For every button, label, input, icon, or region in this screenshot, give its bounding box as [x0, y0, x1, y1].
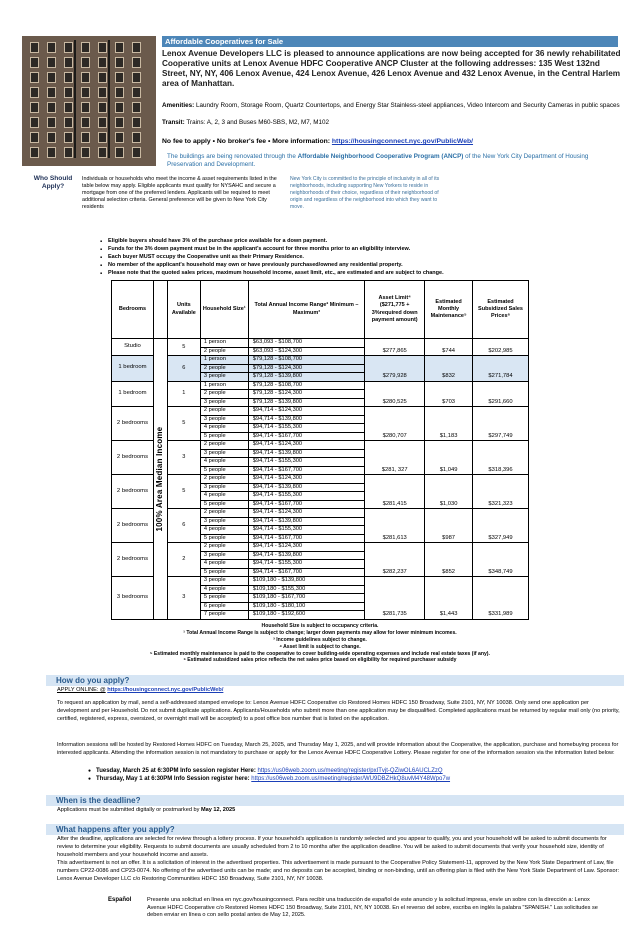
- cell-income: $94,714 - $139,800: [248, 483, 365, 492]
- photo-window: [47, 117, 56, 128]
- info-session-item: [88, 775, 618, 783]
- info-session-label: Thursday, May 1 at 6:30PM Info Session register here:: [96, 776, 250, 783]
- photo-window: [115, 42, 124, 53]
- cell-household: 2 people: [200, 347, 248, 356]
- photo-window: [98, 147, 107, 158]
- cell-price: $297,749: [473, 407, 529, 441]
- cell-household: 5 people: [200, 568, 248, 577]
- cell-income: $79,128 - $124,300: [248, 364, 365, 373]
- table-row: [112, 407, 529, 416]
- no-fee-line: [162, 138, 622, 146]
- header-income: Total Annual Income Range² Minimum – Maximum³: [248, 281, 365, 339]
- photo-window: [115, 72, 124, 83]
- info-session-item: [88, 767, 618, 775]
- photo-window: [115, 147, 124, 158]
- deadline-section-title: When is the deadline?: [46, 795, 624, 806]
- cell-bedrooms: 1 bedroom: [112, 356, 154, 382]
- photo-fire-escape: [74, 40, 76, 158]
- cell-units: 5: [167, 475, 200, 509]
- ancp-note: [167, 153, 612, 169]
- cell-units: 5: [167, 407, 200, 441]
- photo-window: [30, 57, 39, 68]
- after-section-title: What happens after you apply?: [46, 824, 624, 835]
- cell-price: $202,985: [473, 339, 529, 356]
- cell-asset: $281,735: [365, 577, 425, 620]
- cell-bedrooms: 2 bedrooms: [112, 441, 154, 475]
- amenities-label: Amenities:: [162, 102, 195, 109]
- cell-household: 4 people: [200, 560, 248, 569]
- table-row: [112, 339, 529, 348]
- cell-income: $94,714 - $124,300: [248, 509, 365, 518]
- cell-household: 3 people: [200, 551, 248, 560]
- headline: Lenox Avenue Developers LLC is pleased to announce applications are now being accepted for 36 newly rehabilitated Cooperative units at Lenox Avenue HDFC Cooperative ANCP Cluster at the following addresses: 135 West 132nd Street, NY, NY, 406 Lenox Avenue, 424 Lenox Avenue, 426 Lenox Avenue and 432 Lenox Avenue, in the Central Harlem area of Manhattan.: [162, 49, 621, 89]
- header-asset: Asset Limit⁴ ($271,775 + 3%required down payment amount): [365, 281, 425, 339]
- cell-income: $94,714 - $167,700: [248, 534, 365, 543]
- table-row: [112, 543, 529, 552]
- photo-window: [64, 117, 73, 128]
- cell-income: $94,714 - $124,300: [248, 475, 365, 484]
- building-photo: [22, 36, 156, 166]
- header-household: Household Size¹: [200, 281, 248, 339]
- ancp-program: Affordable Neighborhood Cooperative Program (ANCP): [297, 153, 464, 160]
- cell-bedrooms: 2 bedrooms: [112, 543, 154, 577]
- photo-window: [98, 87, 107, 98]
- cell-asset: $280,525: [365, 381, 425, 407]
- deadline-date: May 12, 2025: [200, 807, 236, 813]
- photo-window: [115, 117, 124, 128]
- photo-window: [64, 132, 73, 143]
- footnote: ⁵ Estimated monthly maintenance is paid to the cooperative to cover building-wide operating expenses and include real estate taxes (if any).: [150, 650, 490, 657]
- photo-window: [115, 87, 124, 98]
- cell-household: 5 people: [200, 500, 248, 509]
- eligibility-bullet: ▪ Funds for the 3% down payment must be in the applicant's account for three months prior to an eligibility interview.: [100, 246, 580, 254]
- cell-household: 3 people: [200, 449, 248, 458]
- cell-units: 5: [167, 339, 200, 356]
- cell-household: 4 people: [200, 585, 248, 594]
- photo-window: [30, 117, 39, 128]
- cell-units: 1: [167, 381, 200, 407]
- footnote: Household Size is subject to occupancy criteria.: [261, 623, 379, 629]
- photo-window: [81, 57, 90, 68]
- photo-window: [64, 42, 73, 53]
- apply-online-line: [57, 687, 620, 695]
- cell-income: $94,714 - $167,700: [248, 466, 365, 475]
- apply-online-label: APPLY ONLINE: @: [57, 687, 106, 693]
- cell-income: $94,714 - $167,700: [248, 500, 365, 509]
- table-row: [112, 381, 529, 390]
- cell-units: 3: [167, 441, 200, 475]
- cell-household: 3 people: [200, 517, 248, 526]
- ami-label: 100% Area Median Income: [153, 339, 167, 620]
- cell-household: 3 people: [200, 415, 248, 424]
- photo-window: [98, 102, 107, 113]
- photo-window: [64, 57, 73, 68]
- amenities-text: Laundry Room, Storage Room, Quartz Countertops, and Energy Star Stainless-steel appliances, Video Intercom and Security Cameras in public spaces: [195, 102, 620, 109]
- cell-household: 5 people: [200, 534, 248, 543]
- header-price: Estimated Subsidized Sales Prices⁶: [473, 281, 529, 339]
- cell-income: $109,180 - $139,800: [248, 577, 365, 586]
- cell-household: 3 people: [200, 483, 248, 492]
- eligibility-bullets: [100, 238, 580, 278]
- cell-income: $79,128 - $108,700: [248, 381, 365, 390]
- cell-income: $109,180 - $192,600: [248, 611, 365, 620]
- cell-income: $94,714 - $155,300: [248, 526, 365, 535]
- eligibility-bullet: ▪ No member of the applicant's household may own or have previously purchased/owned any residential property.: [100, 262, 580, 270]
- photo-window: [30, 87, 39, 98]
- cell-income: $94,714 - $155,300: [248, 560, 365, 569]
- photo-window: [81, 117, 90, 128]
- cell-household: 2 people: [200, 543, 248, 552]
- photo-window: [47, 42, 56, 53]
- table-header-row: [112, 281, 529, 339]
- cell-maint: $852: [425, 543, 473, 577]
- cell-income: $63,093 - $124,300: [248, 347, 365, 356]
- cell-household: 3 people: [200, 398, 248, 407]
- cell-household: 3 people: [200, 577, 248, 586]
- after-text: After the deadline, applications are selected for review through a lottery process. If your household's application is randomly selected and you appear to qualify, you and your household will be asked to submit documents for review to determine your eligibility. Requests to submit documents are usually scheduled from 2 to 10 months after the application deadline. You will be asked to submit documents that verify your household size, identity of household members and your household income and assets.: [57, 836, 607, 858]
- ancp-prefix: The buildings are being renovated through the: [167, 153, 296, 160]
- cell-income: $94,714 - $155,300: [248, 424, 365, 433]
- transit-text: Trains: A, 2, 3 and Buses M60-SBS, M2, M7, M102: [186, 119, 329, 126]
- cell-bedrooms: 2 bedrooms: [112, 475, 154, 509]
- photo-window: [115, 132, 124, 143]
- cell-price: $291,660: [473, 381, 529, 407]
- cell-bedrooms: 3 bedrooms: [112, 577, 154, 620]
- deadline-prefix: Applications must be submitted digitally or postmarked by: [57, 807, 200, 813]
- cell-income: $109,180 - $167,700: [248, 594, 365, 603]
- cell-maint: $703: [425, 381, 473, 407]
- photo-window: [47, 72, 56, 83]
- cell-maint: $1,183: [425, 407, 473, 441]
- photo-window: [132, 57, 141, 68]
- income-table-wrap: [111, 280, 529, 620]
- cell-units: 3: [167, 577, 200, 620]
- cell-asset: $280,707: [365, 407, 425, 441]
- cell-price: $271,784: [473, 356, 529, 382]
- cell-maint: $987: [425, 509, 473, 543]
- photo-window: [47, 147, 56, 158]
- cell-household: 1 person: [200, 356, 248, 365]
- who-should-apply-heading: Who Should Apply?: [33, 175, 73, 190]
- cell-income: $94,714 - $155,300: [248, 492, 365, 501]
- cell-household: 4 people: [200, 424, 248, 433]
- apply-online-link[interactable]: https://housingconnect.nyc.gov/PublicWeb/: [107, 687, 224, 693]
- cell-price: $318,396: [473, 441, 529, 475]
- housing-connect-link[interactable]: https://housingconnect.nyc.gov/PublicWeb/: [331, 138, 474, 145]
- photo-window: [64, 102, 73, 113]
- cell-income: $94,714 - $139,800: [248, 551, 365, 560]
- cell-asset: $281, 327: [365, 441, 425, 475]
- banner-title: Affordable Cooperatives for Sale: [162, 36, 618, 47]
- photo-window: [47, 87, 56, 98]
- cell-price: $327,949: [473, 509, 529, 543]
- photo-window: [47, 57, 56, 68]
- cell-income: $94,714 - $155,300: [248, 458, 365, 467]
- cell-asset: $281,415: [365, 475, 425, 509]
- cell-maint: $1,030: [425, 475, 473, 509]
- cell-maint: $832: [425, 356, 473, 382]
- eligibility-bullet: ▪ Please note that the quoted sales prices, maximum household income, asset limit, etc., are estimated and are subject to change.: [100, 270, 580, 278]
- cell-income: $63,093 - $108,700: [248, 339, 365, 348]
- cell-income: $79,128 - $124,300: [248, 390, 365, 399]
- photo-window: [81, 42, 90, 53]
- photo-window: [115, 102, 124, 113]
- apply-section-title: How do you apply?: [46, 675, 624, 686]
- photo-window: [30, 42, 39, 53]
- cell-household: 1 person: [200, 339, 248, 348]
- cell-asset: $281,613: [365, 509, 425, 543]
- cell-household: 2 people: [200, 390, 248, 399]
- cell-income: $79,128 - $108,700: [248, 356, 365, 365]
- photo-window: [81, 102, 90, 113]
- cell-household: 5 people: [200, 594, 248, 603]
- cell-bedrooms: 1 bedroom: [112, 381, 154, 407]
- amenities: [162, 102, 622, 110]
- cell-asset: $277,865: [365, 339, 425, 356]
- table-row: [112, 441, 529, 450]
- cell-maint: $1,049: [425, 441, 473, 475]
- cell-income: $94,714 - $167,700: [248, 568, 365, 577]
- table-body: [112, 339, 529, 620]
- photo-window: [64, 72, 73, 83]
- table-row: [112, 577, 529, 586]
- header-ami-blank: [153, 281, 167, 339]
- cell-income: $94,714 - $167,700: [248, 432, 365, 441]
- cell-bedrooms: 2 bedrooms: [112, 407, 154, 441]
- table-footnotes: [111, 623, 529, 664]
- cell-units: 6: [167, 356, 200, 382]
- info-session-list: [88, 767, 618, 784]
- espanol-label: Español: [108, 897, 132, 903]
- cell-income: $109,180 - $180,100: [248, 602, 365, 611]
- photo-fire-escape: [108, 40, 110, 158]
- cell-household: 7 people: [200, 611, 248, 620]
- cell-income: $109,180 - $155,300: [248, 585, 365, 594]
- photo-window: [64, 87, 73, 98]
- header-maint: Estimated Monthly Maintenance⁵: [425, 281, 473, 339]
- cell-household: 2 people: [200, 407, 248, 416]
- footnote: ⁴ Asset limit is subject to change.: [279, 643, 361, 650]
- info-session-text: Information sessions will be hosted by Restored Homes HDFC on Tuesday, March 25, 2025, and Thursday May 1, 2025, and will provide information about the Cooperative, the application, purchase and homebuying process for interested applicants. Attending the information session is not mandatory to purchase or apply for the Lenox Avenue HDFC Cooperative Lottery. Please register for one of the information session via the information listed below:: [57, 742, 619, 756]
- no-fee-text: No fee to apply • No broker's fee • More information:: [162, 138, 331, 145]
- photo-window: [132, 147, 141, 158]
- cell-income: $94,714 - $139,800: [248, 449, 365, 458]
- photo-window: [81, 147, 90, 158]
- cell-bedrooms: 2 bedrooms: [112, 509, 154, 543]
- photo-window: [98, 42, 107, 53]
- photo-window: [30, 147, 39, 158]
- cell-price: $321,323: [473, 475, 529, 509]
- photo-window: [30, 72, 39, 83]
- cell-household: 2 people: [200, 364, 248, 373]
- photo-window: [132, 42, 141, 53]
- photo-window: [98, 57, 107, 68]
- photo-window: [132, 132, 141, 143]
- table-row: [112, 356, 529, 365]
- cell-income: $79,128 - $139,800: [248, 373, 365, 382]
- footnote: ⁶ Estimated subsidized sales price reflects the net sales price based on eligibility for required purchaser subsidy: [183, 657, 457, 664]
- header-units: Units Available: [167, 281, 200, 339]
- who-should-apply-text: Individuals or households who meet the income & asset requirements listed in the table below may apply. Eligible applicants must qualify for NYSAHC and secure a mortgage from one of the preferred lenders. Applicants will be required to meet additional selection criteria. General preference will be given to New York City residents: [82, 176, 277, 210]
- cell-income: $94,714 - $124,300: [248, 543, 365, 552]
- photo-window: [64, 147, 73, 158]
- cell-household: 3 people: [200, 373, 248, 382]
- cell-units: 6: [167, 509, 200, 543]
- cell-income: $79,128 - $139,800: [248, 398, 365, 407]
- cell-asset: $279,928: [365, 356, 425, 382]
- info-session-link[interactable]: https://us06web.zoom.us/meeting/register/WU9DBZHkQ8uvM4Y48Wpo7w: [251, 776, 451, 783]
- photo-window: [115, 57, 124, 68]
- photo-window: [47, 132, 56, 143]
- cell-price: $331,989: [473, 577, 529, 620]
- photo-window: [132, 72, 141, 83]
- photo-window: [47, 102, 56, 113]
- cell-household: 6 people: [200, 602, 248, 611]
- photo-window: [81, 72, 90, 83]
- cell-household: 4 people: [200, 526, 248, 535]
- transit: [162, 119, 622, 127]
- apply-mail-text: To request an application by mail, send a self-addressed stamped envelope to: Lenox Avenue HDFC Cooperative c/o Restored Homes HDFC 150 Broadway, Suite 2101, NY, NY 10038. Only send one application per development and per Household. Do not submit duplicate applications. Applicants/Households who submit more than one application may be disqualified. Completed applications must be returned by regular mail only (no priority, certified, registered, express, oversized, or overnight mail will be accepted) to a post office box number that is listed on the application.: [57, 700, 620, 722]
- income-table: [111, 280, 529, 620]
- eligibility-bullet: ▪ Each buyer MUST occupy the Cooperative unit as their Primary Residence.: [100, 254, 580, 262]
- cell-income: $94,714 - $124,300: [248, 441, 365, 450]
- table-row: [112, 509, 529, 518]
- cell-household: 2 people: [200, 475, 248, 484]
- photo-window: [98, 117, 107, 128]
- disclaimer-text: This advertisement is not an offer. It is a solicitation of interest in the advertised properties. This advertisement is made pursuant to the Cooperative Policy Statement-11, approved by the New York State Department of Law, file numbers CP22-0086 and CP23-0074. No offering of the advertised units can be made; and no deposits can be accepted, binding or non-binding, until an offering plan is filed with the New York State Department of Law. Sponsor: Lenox Avenue Developer LLC c/o Restoring Communities HDFC 150 Broadway, Suite 2101, NY, NY 10038.: [57, 860, 620, 882]
- cell-income: $94,714 - $139,800: [248, 517, 365, 526]
- header-bedrooms: Bedrooms: [112, 281, 154, 339]
- eligibility-bullet: ▪ Eligible buyers should have 3% of the purchase price available for a down payment.: [100, 238, 580, 246]
- footnote: ³ Income guidelines subject to change.: [273, 636, 367, 643]
- cell-maint: $1,443: [425, 577, 473, 620]
- cell-household: 5 people: [200, 432, 248, 441]
- cell-income: $94,714 - $124,300: [248, 407, 365, 416]
- photo-window: [30, 102, 39, 113]
- cell-price: $348,749: [473, 543, 529, 577]
- cell-household: 4 people: [200, 458, 248, 467]
- cell-maint: $744: [425, 339, 473, 356]
- cell-household: 2 people: [200, 509, 248, 518]
- cell-bedrooms: Studio: [112, 339, 154, 356]
- footnote: ¹ Total Annual Income Range is subject to change; larger down payments may allow for lower minimum incomes.: [183, 629, 457, 636]
- cell-household: 5 people: [200, 466, 248, 475]
- cell-household: 1 person: [200, 381, 248, 390]
- photo-window: [98, 132, 107, 143]
- photo-window: [30, 132, 39, 143]
- cell-income: $94,714 - $139,800: [248, 415, 365, 424]
- ancp-suffix: of the New York City Department of Housing Preservation and Development.: [167, 153, 589, 168]
- cell-units: 2: [167, 543, 200, 577]
- cell-household: 4 people: [200, 492, 248, 501]
- photo-window: [132, 102, 141, 113]
- info-session-label: Tuesday, March 25 at 6:30PM Info session register Here:: [96, 768, 256, 774]
- table-row: [112, 475, 529, 484]
- nyc-inclusivity-note: New York City is committed to the principle of inclusivity in all of its neighborhoods, including supporting New Yorkers to reside in neighborhoods of their choice, regardless of their neighborhood of origin and regardless of the neighborhood into which they want to move.: [290, 176, 440, 210]
- photo-window: [81, 132, 90, 143]
- photo-window: [81, 87, 90, 98]
- photo-window: [132, 117, 141, 128]
- cell-asset: $282,237: [365, 543, 425, 577]
- info-session-link[interactable]: https://us06web.zoom.us/meeting/register/pxITvjt-QZiwOL6AUCLZzQ: [257, 768, 443, 774]
- transit-label: Transit:: [162, 119, 185, 126]
- cell-household: 2 people: [200, 441, 248, 450]
- photo-window: [98, 72, 107, 83]
- espanol-text: Presente una solicitud en línea en nyc.gov/housingconnect. Para recibir una traducción de español de este anuncio y la solicitud impresa, envíe un sobre con la dirección a: Lenox Avenue HDFC Cooperative c/o Restored Homes HDFC 150 Broadway, Suite 2101, NY, NY 10038. En el reverso del sobre, escriba en inglés la palabra "SPANISH." Las solicitudes se deben enviar en línea o con sello postal antes de May 12, 2025.: [147, 897, 598, 919]
- photo-window: [132, 87, 141, 98]
- deadline-text: [57, 807, 620, 815]
